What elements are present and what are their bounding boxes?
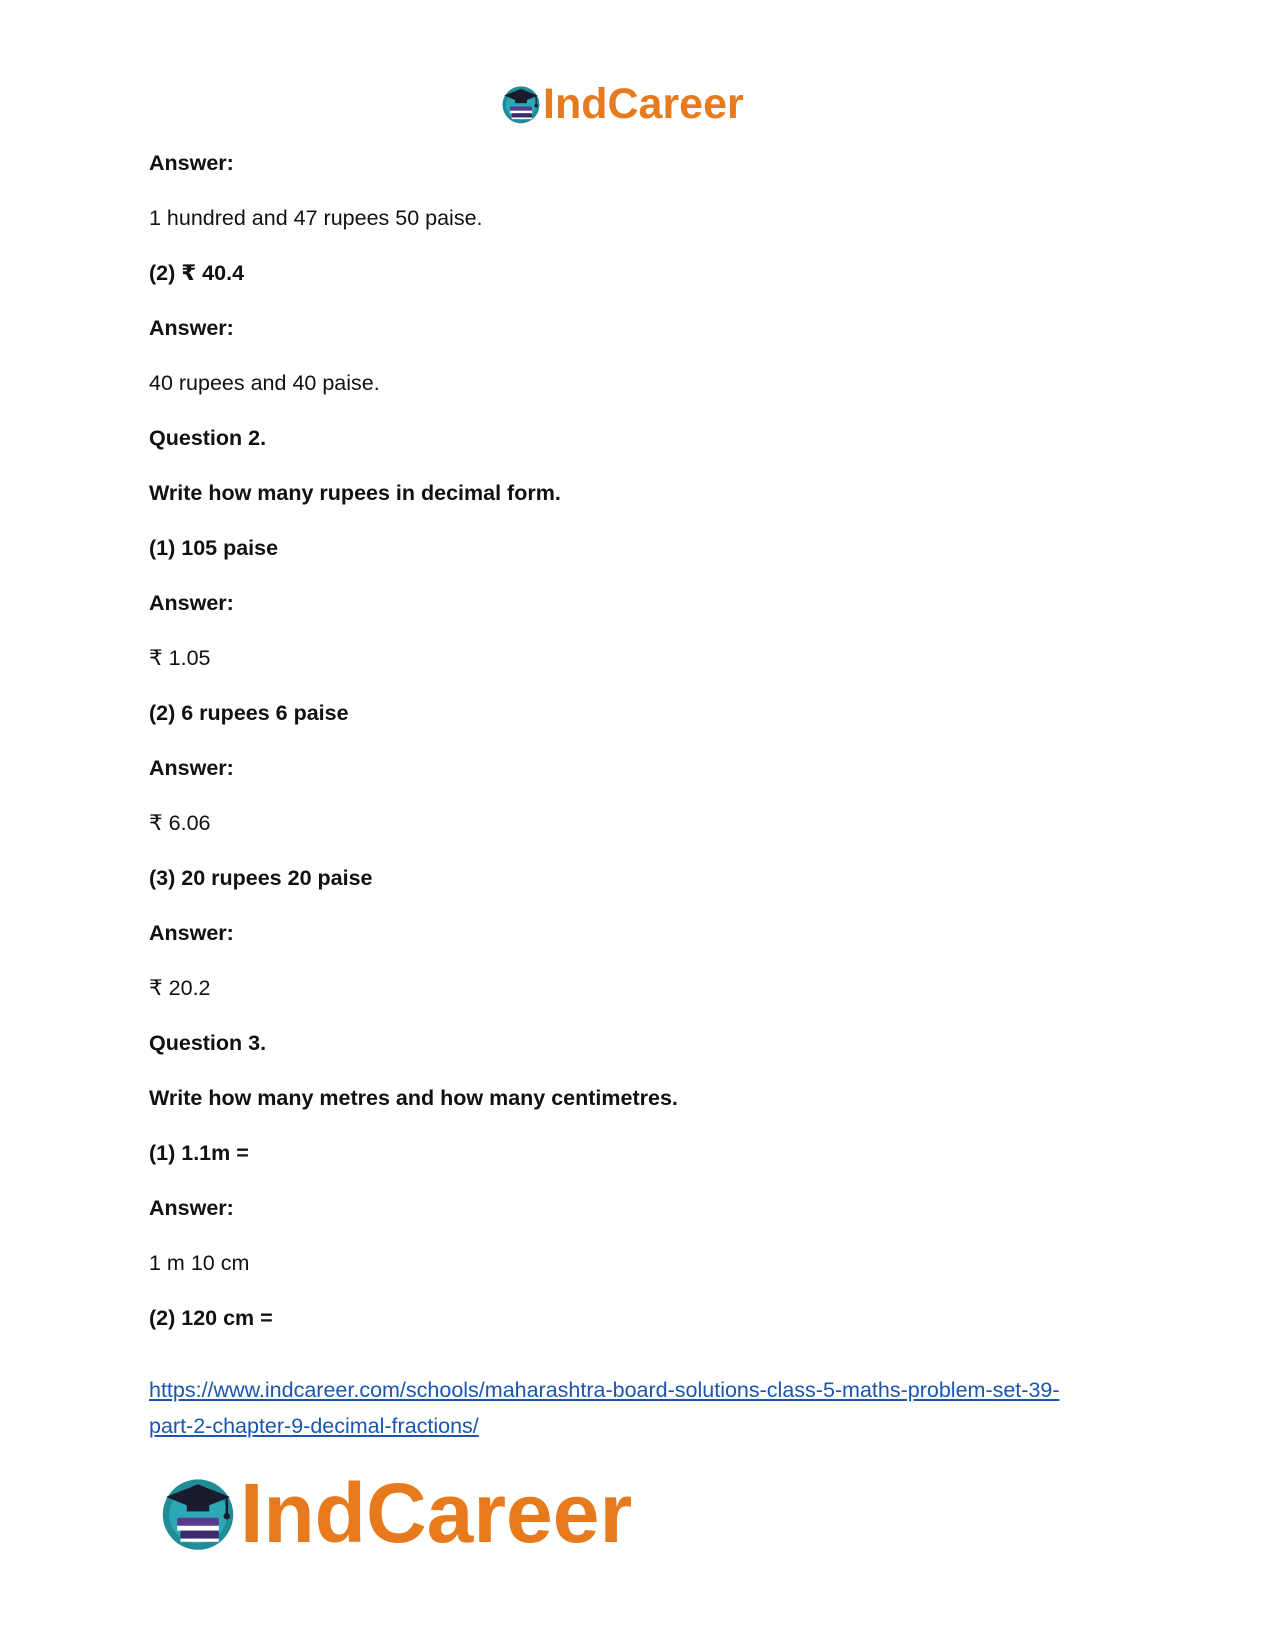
content-line: Answer: (149, 591, 234, 615)
content-line: Answer: (149, 316, 234, 340)
question-prompt: Write how many rupees in decimal form. (149, 481, 561, 505)
content-line: (3) 20 rupees 20 paise (149, 866, 373, 890)
content-line: ₹ 20.2 (149, 976, 211, 1000)
content-line: (2) ₹ 40.4 (149, 261, 245, 285)
graduation-cap-books-icon (500, 83, 542, 125)
content-line: (1) 105 paise (149, 536, 279, 560)
graduation-cap-books-icon (158, 1473, 238, 1553)
content-line: 1 hundred and 47 rupees 50 paise. (149, 206, 483, 230)
content-line: Answer: (149, 1196, 234, 1220)
content-line: 40 rupees and 40 paise. (149, 371, 380, 395)
content-line: Answer: (149, 756, 234, 780)
header-logo (500, 80, 744, 128)
content-line: ₹ 1.05 (149, 646, 211, 670)
content-line: (2) 6 rupees 6 paise (149, 701, 349, 725)
content-line: ₹ 6.06 (149, 811, 211, 835)
question-heading: Question 3. (149, 1031, 267, 1055)
content-line: (1) 1.1m = (149, 1141, 249, 1165)
question-prompt: Write how many metres and how many centimetres. (149, 1086, 678, 1110)
source-link[interactable] (149, 1378, 1060, 1438)
content-line: (2) 120 cm = (149, 1306, 273, 1330)
source-link-line1: https://www.indcareer.com/schools/maharashtra-board-solutions-class-5-maths-problem-set-39- (149, 1378, 1060, 1402)
logo-text: IndCareer (240, 1466, 633, 1560)
footer-logo (158, 1468, 632, 1558)
content-line: Answer: (149, 151, 234, 175)
content-line: Answer: (149, 921, 234, 945)
logo-text: IndCareer (543, 79, 744, 128)
question-heading: Question 2. (149, 426, 267, 450)
source-link-line2: part-2-chapter-9-decimal-fractions/ (149, 1414, 479, 1438)
document-content (149, 140, 1139, 1350)
source-link-block (149, 1372, 1149, 1444)
content-line: 1 m 10 cm (149, 1251, 250, 1275)
